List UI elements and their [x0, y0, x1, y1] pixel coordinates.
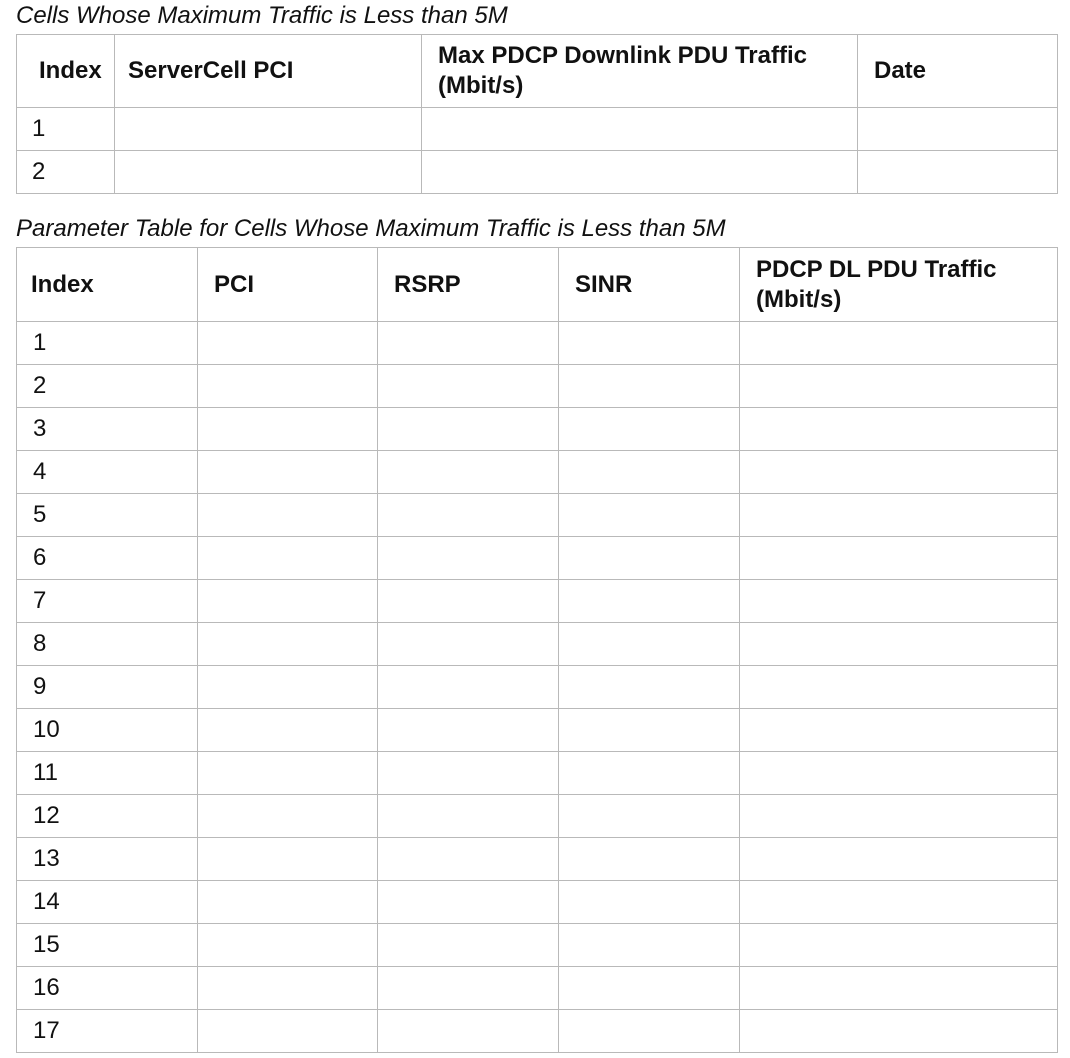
- table2-cell-pdcp-dl-traffic: [740, 623, 1058, 666]
- table2-cell-index: 5: [17, 494, 198, 537]
- table2-cell-index: 7: [17, 580, 198, 623]
- table2-cell-pdcp-dl-traffic: [740, 752, 1058, 795]
- table2-cell-index: 15: [17, 924, 198, 967]
- table2-cell-sinr: [559, 666, 740, 709]
- table2-cell-index: 17: [17, 1010, 198, 1053]
- table2-cell-sinr: [559, 709, 740, 752]
- table2-cell-pci: [198, 623, 378, 666]
- table2-cell-rsrp: [378, 709, 559, 752]
- table2-cell-sinr: [559, 924, 740, 967]
- table-row: [17, 494, 1058, 537]
- table2-cell-index: 8: [17, 623, 198, 666]
- table2-cell-sinr: [559, 322, 740, 365]
- table2-cell-pci: [198, 322, 378, 365]
- table2-cell-rsrp: [378, 795, 559, 838]
- table2-header-pdcp-dl-traffic: PDCP DL PDU Traffic (Mbit/s): [740, 248, 1058, 322]
- table1-cell-max-pdcp-traffic: [422, 108, 858, 151]
- table-row: [17, 924, 1058, 967]
- table2-cell-pdcp-dl-traffic: [740, 881, 1058, 924]
- table1-cell-index: 1: [17, 108, 115, 151]
- table2-caption: Parameter Table for Cells Whose Maximum Traffic is Less than 5M: [16, 215, 726, 242]
- table2-cell-pdcp-dl-traffic: [740, 838, 1058, 881]
- table2-cell-pci: [198, 451, 378, 494]
- table2-cell-rsrp: [378, 494, 559, 537]
- table2-cell-rsrp: [378, 838, 559, 881]
- table-row: [17, 580, 1058, 623]
- table1-header-row: [17, 35, 1058, 108]
- table2-cell-pci: [198, 709, 378, 752]
- table-row: [17, 709, 1058, 752]
- table2-cell-pdcp-dl-traffic: [740, 924, 1058, 967]
- table2-cell-sinr: [559, 838, 740, 881]
- table1-cell-date: [858, 108, 1058, 151]
- table2-cell-pci: [198, 666, 378, 709]
- cells-traffic-table: [16, 34, 1058, 194]
- table2-cell-index: 14: [17, 881, 198, 924]
- table-row: [17, 322, 1058, 365]
- table2-cell-pci: [198, 365, 378, 408]
- table2-cell-pci: [198, 752, 378, 795]
- table2-cell-pci: [198, 580, 378, 623]
- table2-cell-pdcp-dl-traffic: [740, 322, 1058, 365]
- table2-cell-sinr: [559, 795, 740, 838]
- table2-cell-sinr: [559, 365, 740, 408]
- table2-cell-pdcp-dl-traffic: [740, 1010, 1058, 1053]
- table-row: [17, 838, 1058, 881]
- table1-header-servercell-pci: ServerCell PCI: [115, 35, 422, 108]
- table2-cell-pdcp-dl-traffic: [740, 494, 1058, 537]
- table2-cell-sinr: [559, 623, 740, 666]
- table1-cell-index: 2: [17, 151, 115, 194]
- table2-cell-pci: [198, 408, 378, 451]
- table2-cell-index: 16: [17, 967, 198, 1010]
- table2-cell-sinr: [559, 451, 740, 494]
- table2-cell-rsrp: [378, 365, 559, 408]
- table2-cell-index: 2: [17, 365, 198, 408]
- table-row: [17, 365, 1058, 408]
- table1-header-date: Date: [858, 35, 1058, 108]
- table2-cell-sinr: [559, 537, 740, 580]
- table-row: [17, 881, 1058, 924]
- table2-cell-rsrp: [378, 580, 559, 623]
- table1-header-max-pdcp-traffic: Max PDCP Downlink PDU Traffic (Mbit/s): [422, 35, 858, 108]
- table2-cell-sinr: [559, 580, 740, 623]
- table2-cell-pdcp-dl-traffic: [740, 451, 1058, 494]
- table2-cell-pdcp-dl-traffic: [740, 365, 1058, 408]
- table-row: [17, 108, 1058, 151]
- table-row: [17, 623, 1058, 666]
- table-row: [17, 967, 1058, 1010]
- table2-cell-pci: [198, 924, 378, 967]
- table2-header-sinr: SINR: [559, 248, 740, 322]
- table1-header-index: Index: [17, 35, 115, 108]
- table1-cell-servercell-pci: [115, 151, 422, 194]
- table2-cell-index: 10: [17, 709, 198, 752]
- table2-cell-pdcp-dl-traffic: [740, 967, 1058, 1010]
- table2-cell-rsrp: [378, 451, 559, 494]
- table-row: [17, 151, 1058, 194]
- table-row: [17, 752, 1058, 795]
- table2-cell-pci: [198, 967, 378, 1010]
- table2-cell-pdcp-dl-traffic: [740, 709, 1058, 752]
- table2-cell-rsrp: [378, 967, 559, 1010]
- table2-cell-index: 12: [17, 795, 198, 838]
- table-row: [17, 451, 1058, 494]
- table2-cell-index: 1: [17, 322, 198, 365]
- table2-cell-sinr: [559, 408, 740, 451]
- table2-cell-pdcp-dl-traffic: [740, 537, 1058, 580]
- table-row: [17, 1010, 1058, 1053]
- table2-cell-rsrp: [378, 408, 559, 451]
- table-row: [17, 408, 1058, 451]
- table2-cell-sinr: [559, 881, 740, 924]
- table1-cell-max-pdcp-traffic: [422, 151, 858, 194]
- table1-caption: Cells Whose Maximum Traffic is Less than 5M: [16, 2, 508, 29]
- table2-cell-rsrp: [378, 752, 559, 795]
- table2-header-rsrp: RSRP: [378, 248, 559, 322]
- table2-cell-pci: [198, 881, 378, 924]
- table2-cell-pci: [198, 838, 378, 881]
- table2-header-row: [17, 248, 1058, 322]
- table2-cell-pdcp-dl-traffic: [740, 408, 1058, 451]
- table2-cell-rsrp: [378, 322, 559, 365]
- parameter-table: [16, 247, 1058, 1053]
- table-row: [17, 795, 1058, 838]
- table2-cell-pci: [198, 1010, 378, 1053]
- table2-cell-rsrp: [378, 924, 559, 967]
- table2-cell-pdcp-dl-traffic: [740, 580, 1058, 623]
- table2-cell-sinr: [559, 752, 740, 795]
- table2-cell-rsrp: [378, 537, 559, 580]
- table2-cell-sinr: [559, 1010, 740, 1053]
- table2-cell-pci: [198, 795, 378, 838]
- table2-header-pci: PCI: [198, 248, 378, 322]
- table2-cell-sinr: [559, 967, 740, 1010]
- table2-cell-rsrp: [378, 881, 559, 924]
- table1-cell-servercell-pci: [115, 108, 422, 151]
- table2-cell-index: 11: [17, 752, 198, 795]
- table2-cell-index: 9: [17, 666, 198, 709]
- table2-cell-index: 6: [17, 537, 198, 580]
- table2-cell-index: 4: [17, 451, 198, 494]
- table2-cell-pdcp-dl-traffic: [740, 795, 1058, 838]
- table2-cell-sinr: [559, 494, 740, 537]
- table-row: [17, 537, 1058, 580]
- table2-cell-rsrp: [378, 666, 559, 709]
- table2-cell-rsrp: [378, 623, 559, 666]
- table2-header-index: Index: [17, 248, 198, 322]
- table2-cell-index: 3: [17, 408, 198, 451]
- table-row: [17, 666, 1058, 709]
- table2-cell-index: 13: [17, 838, 198, 881]
- table2-cell-pci: [198, 494, 378, 537]
- table2-cell-pdcp-dl-traffic: [740, 666, 1058, 709]
- table1-cell-date: [858, 151, 1058, 194]
- table2-cell-pci: [198, 537, 378, 580]
- table2-cell-rsrp: [378, 1010, 559, 1053]
